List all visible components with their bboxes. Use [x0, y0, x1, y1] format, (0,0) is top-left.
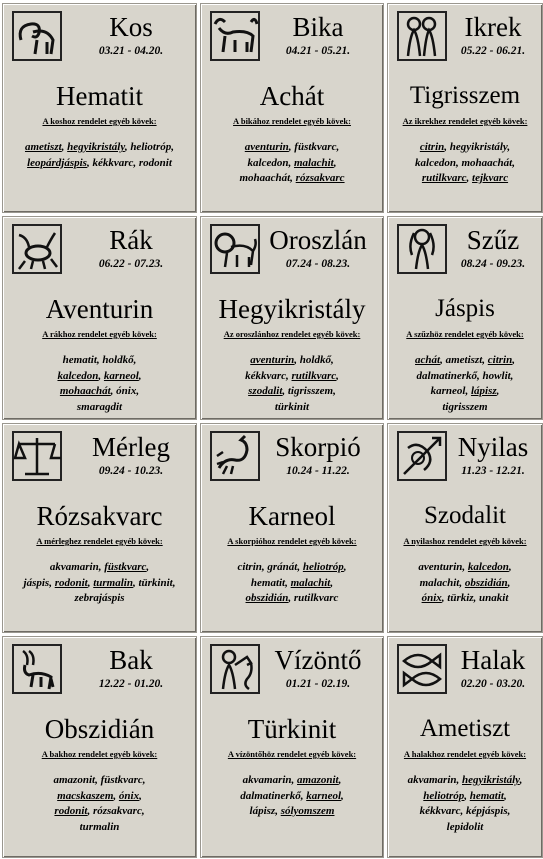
stone-line	[7, 156, 192, 172]
stone-line	[205, 171, 379, 187]
other-stones-heading: A szűzhöz rendelet egyéb kövek:	[406, 329, 524, 339]
other-stones-list	[392, 353, 538, 415]
stone-line	[205, 156, 379, 172]
sign-name: Rák	[109, 225, 153, 255]
lion-icon	[209, 223, 261, 275]
stone-line	[205, 804, 379, 820]
zodiac-card	[200, 636, 384, 858]
other-stones-heading: Az ikrekhez rendelet egyéb kövek:	[402, 116, 528, 126]
stone-text: jáspis,	[23, 576, 55, 589]
stone-text: kékkvarc,	[245, 369, 292, 382]
stone-line	[7, 789, 192, 805]
stone-link[interactable]: rózsakvarc	[295, 172, 345, 184]
sign-name: Bak	[109, 645, 153, 675]
zodiac-card	[2, 636, 197, 858]
stone-text: aventurin,	[418, 561, 468, 573]
zodiac-card	[387, 216, 543, 420]
main-stone: Rózsakvarc	[36, 501, 163, 531]
fish-icon	[396, 643, 448, 695]
stone-text: ,	[341, 789, 344, 802]
other-stones-heading: A skorpióhoz rendelet egyéb kövek:	[227, 536, 357, 546]
stone-text: dalmatinerkő, howlit,	[416, 369, 514, 382]
sign-dates: 02.20 - 03.20.	[460, 678, 526, 690]
stone-text: akvamarin,	[242, 774, 298, 786]
card-header	[388, 424, 542, 488]
stone-text: ,	[466, 172, 473, 184]
stone-link[interactable]: obszidián	[245, 592, 289, 604]
main-stone: Aventurin	[45, 294, 154, 324]
stone-text: hematit,	[250, 576, 291, 589]
zodiac-card	[387, 3, 543, 213]
sign-name: Nyilas	[457, 432, 529, 462]
stone-line	[392, 369, 538, 385]
stone-text: ,	[146, 561, 150, 573]
stone-text: ,	[330, 576, 334, 589]
bull-icon	[209, 10, 261, 62]
sign-dates: 05.22 - 06.21.	[460, 45, 526, 57]
sign-dates: 04.21 - 05.21.	[285, 45, 351, 57]
other-stones-list	[392, 773, 538, 835]
stone-text: lápisz,	[249, 805, 281, 817]
stone-line	[7, 773, 192, 789]
stone-text: , füstkvarc,	[288, 141, 340, 153]
card-header	[201, 637, 383, 701]
other-stones-heading: A nyilashoz rendelet egyéb kövek:	[403, 536, 527, 546]
other-stones-heading: A mérleghez rendelet egyéb kövek:	[36, 536, 163, 546]
stone-text: ,	[508, 561, 512, 573]
main-stone: Hegyikristály	[218, 294, 366, 324]
zodiac-card	[200, 216, 384, 420]
stone-text: kékkvarc, képjáspis,	[419, 805, 511, 817]
stone-link[interactable]: karneol	[103, 369, 139, 382]
stone-line	[392, 820, 538, 836]
stone-text: ,	[338, 774, 342, 786]
main-stone: Tigrisszem	[409, 82, 521, 109]
sign-dates: 12.22 - 01.20.	[98, 678, 164, 690]
stone-line	[392, 156, 538, 172]
other-stones-list	[7, 140, 192, 171]
ram-icon	[11, 10, 63, 62]
card-header	[201, 424, 383, 488]
stone-text: dalmatinerkő,	[240, 789, 307, 802]
stone-text: citrin, gránát,	[237, 561, 303, 573]
scales-icon	[11, 430, 63, 482]
stone-line	[392, 560, 538, 576]
main-stone: Obszidián	[44, 714, 155, 744]
stone-link[interactable]: heliotróp	[302, 561, 344, 573]
stone-text: mohaachát,	[239, 172, 296, 184]
zodiac-card	[387, 636, 543, 858]
stone-text: ,	[98, 369, 104, 382]
stone-text: , rutilkvarc	[288, 592, 339, 604]
main-stone: Szodalit	[424, 502, 506, 529]
stone-line	[205, 560, 379, 576]
stone-link[interactable]: rodonit	[54, 805, 88, 817]
stone-text: tigrisszem	[442, 400, 488, 413]
stone-link[interactable]: amazonit	[297, 774, 339, 786]
stone-text: , ametiszt,	[440, 354, 488, 366]
virgin-icon	[396, 223, 448, 275]
sign-name: Mérleg	[92, 432, 170, 462]
other-stones-list	[7, 353, 192, 415]
other-stones-list	[205, 773, 379, 820]
stone-text: kalcedon,	[247, 156, 294, 169]
stone-link[interactable]: aventurin	[244, 141, 289, 153]
stone-text: smaragdit	[76, 400, 123, 413]
sign-name: Oroszlán	[269, 225, 367, 255]
stone-link[interactable]: hegyikristály	[462, 774, 520, 786]
sign-name: Szűz	[466, 225, 520, 255]
stone-text: ,	[333, 156, 337, 169]
other-stones-list	[7, 560, 192, 607]
stone-link[interactable]: hematit	[469, 789, 504, 802]
stone-line	[7, 804, 192, 820]
stone-text: , kékkvarc, rodonit	[86, 156, 172, 169]
stone-text: amazonit, füstkvarc,	[53, 774, 146, 786]
other-stones-heading: A halakhoz rendelet egyéb kövek:	[403, 749, 527, 759]
stone-line	[205, 576, 379, 592]
stone-text: , holdkő,	[294, 354, 334, 366]
sign-name: Bika	[292, 12, 344, 42]
stone-text: , türkiz, unakit	[441, 592, 509, 604]
zodiac-card	[200, 423, 384, 633]
stone-text: kalcedon, mohaachát,	[415, 156, 515, 169]
stone-link[interactable]: füstkvarc	[104, 561, 147, 573]
stone-text: malachit,	[419, 576, 465, 589]
stone-line	[7, 576, 192, 592]
crab-icon	[11, 223, 63, 275]
stone-line	[205, 773, 379, 789]
sign-dates: 09.24 - 10.23.	[98, 465, 164, 477]
stone-line	[392, 353, 538, 369]
sign-dates: 08.24 - 09.23.	[460, 258, 526, 270]
stone-line	[7, 591, 192, 607]
stone-link[interactable]: rutilkvarc	[291, 369, 337, 382]
stone-text: ,	[113, 789, 119, 802]
sign-dates: 01.21 - 02.19.	[285, 678, 351, 690]
other-stones-heading: A bikához rendelet egyéb kövek:	[233, 116, 351, 126]
card-header	[3, 4, 196, 68]
card-header	[3, 637, 196, 701]
stone-text: , heliotróp,	[124, 141, 175, 153]
card-header	[3, 217, 196, 281]
sign-name: Skorpió	[275, 432, 361, 462]
stone-text: , türkinit,	[132, 576, 176, 589]
stone-link[interactable]: leopárdjáspis	[27, 156, 87, 169]
other-stones-heading: A bakhoz rendelet egyéb kövek:	[41, 749, 158, 759]
other-stones-list	[205, 140, 379, 187]
stone-text: türkinit	[274, 400, 310, 413]
stone-link[interactable]: ónix	[421, 592, 442, 604]
stone-line	[205, 140, 379, 156]
other-stones-heading: A rákhoz rendelet egyéb kövek:	[42, 329, 157, 339]
stone-text: , hegyikristály,	[444, 141, 511, 153]
water-bearer-icon	[209, 643, 261, 695]
stone-line	[205, 384, 379, 400]
other-stones-list	[7, 773, 192, 835]
stone-link[interactable]: malachit	[290, 576, 331, 589]
zodiac-card	[2, 216, 197, 420]
stone-line	[392, 400, 538, 416]
stone-text: lepidolit	[446, 820, 484, 833]
stone-line	[7, 400, 192, 416]
stone-link[interactable]: citrin	[419, 141, 445, 153]
stone-text: karneol,	[430, 385, 471, 397]
stone-link[interactable]: turmalin	[93, 576, 133, 589]
stone-line	[7, 353, 192, 369]
stone-line	[392, 804, 538, 820]
stone-text: ,	[503, 789, 507, 802]
stone-link[interactable]: citrin	[487, 354, 513, 366]
stone-text: hematit, holdkő,	[62, 354, 137, 366]
stone-link[interactable]: rodonit	[54, 576, 88, 589]
stone-link[interactable]: karneol	[306, 789, 342, 802]
sign-name: Vízöntő	[274, 645, 362, 675]
stone-line	[205, 400, 379, 416]
sign-dates: 11.23 - 12.21.	[461, 465, 525, 477]
sign-dates: 03.21 - 04.20.	[98, 45, 164, 57]
stone-line	[7, 140, 192, 156]
stone-text: ,	[343, 561, 347, 573]
zodiac-grid	[2, 3, 543, 858]
stone-line	[392, 789, 538, 805]
sign-dates: 07.24 - 08.23.	[285, 258, 351, 270]
stone-link[interactable]: lápisz	[470, 385, 497, 397]
stone-link[interactable]: szodalit	[248, 385, 283, 397]
card-header	[388, 637, 542, 701]
goat-icon	[11, 643, 63, 695]
stone-text: ,	[138, 369, 142, 382]
main-stone: Türkinit	[247, 714, 337, 744]
sign-name: Kos	[109, 12, 153, 42]
stone-text: , rózsakvarc,	[87, 805, 145, 817]
stone-line	[7, 369, 192, 385]
sign-name: Halak	[460, 645, 526, 675]
stone-line	[205, 789, 379, 805]
stone-text: ,	[519, 774, 523, 786]
stone-line	[7, 560, 192, 576]
stone-link[interactable]: rutilkvarc	[421, 172, 467, 184]
stone-link[interactable]: mohaachát	[59, 385, 111, 397]
stone-text: ,	[61, 141, 68, 153]
other-stones-list	[205, 353, 379, 415]
stone-link[interactable]: tejkvarc	[472, 172, 509, 184]
stone-link[interactable]: ametiszt	[24, 141, 62, 153]
stone-link[interactable]: obszidián	[464, 576, 508, 589]
card-header	[3, 424, 196, 488]
stone-text: zebrajáspis	[74, 592, 125, 604]
stone-link[interactable]: malachit	[293, 156, 334, 169]
stone-text: ,	[139, 789, 142, 802]
stone-text: ,	[464, 789, 470, 802]
stone-line	[7, 820, 192, 836]
sign-dates: 10.24 - 11.22.	[286, 465, 350, 477]
zodiac-card	[2, 3, 197, 213]
archer-icon	[396, 430, 448, 482]
other-stones-heading: A koshoz rendelet egyéb kövek:	[42, 116, 157, 126]
stone-text: turmalin	[79, 820, 120, 833]
card-header	[201, 217, 383, 281]
stone-line	[392, 384, 538, 400]
stone-link[interactable]: sólyomszem	[280, 805, 335, 817]
stone-link[interactable]: aventurin	[250, 354, 295, 366]
stone-link[interactable]: heliotróp	[423, 789, 465, 802]
stone-link[interactable]: hegyikristály	[67, 141, 125, 153]
stone-line	[392, 171, 538, 187]
other-stones-list	[205, 560, 379, 607]
stone-text: ,	[507, 576, 511, 589]
stone-link[interactable]: kalcedon	[57, 369, 99, 382]
stone-text: akvamarin,	[407, 774, 462, 786]
stone-text: ,	[336, 369, 339, 382]
main-stone: Karneol	[248, 501, 336, 531]
stone-text: , tigrisszem,	[282, 385, 336, 397]
stone-link[interactable]: kalcedon	[467, 561, 509, 573]
stone-line	[205, 353, 379, 369]
stone-line	[205, 591, 379, 607]
stone-line	[392, 140, 538, 156]
stone-line	[392, 591, 538, 607]
stone-link[interactable]: achát	[415, 354, 441, 366]
stone-text: , ónix,	[110, 385, 140, 397]
main-stone: Ametiszt	[419, 715, 511, 742]
zodiac-card	[387, 423, 543, 633]
stone-text: ,	[512, 354, 515, 366]
scorpion-icon	[209, 430, 261, 482]
stone-line	[392, 576, 538, 592]
other-stones-heading: Az oroszlánhoz rendelet egyéb kövek:	[223, 329, 361, 339]
stone-text: ,	[87, 576, 94, 589]
main-stone: Achát	[259, 81, 325, 111]
stone-line	[7, 384, 192, 400]
twins-icon	[396, 10, 448, 62]
card-header	[388, 217, 542, 281]
zodiac-card	[2, 423, 197, 633]
stone-link[interactable]: macskaszem	[57, 789, 114, 802]
sign-name: Ikrek	[464, 12, 522, 42]
main-stone: Jáspis	[435, 295, 495, 322]
sign-dates: 06.22 - 07.23.	[98, 258, 164, 270]
other-stones-list	[392, 560, 538, 607]
other-stones-heading: A vízöntőhöz rendelet egyéb kövek:	[227, 749, 357, 759]
zodiac-card	[200, 3, 384, 213]
stone-text: ,	[496, 385, 500, 397]
stone-text: akvamarin,	[49, 561, 105, 573]
main-stone: Hematit	[56, 81, 143, 111]
other-stones-list	[392, 140, 538, 187]
stone-line	[205, 369, 379, 385]
stone-link[interactable]: ónix	[118, 789, 140, 802]
card-header	[201, 4, 383, 68]
card-header	[388, 4, 542, 68]
stone-line	[392, 773, 538, 789]
